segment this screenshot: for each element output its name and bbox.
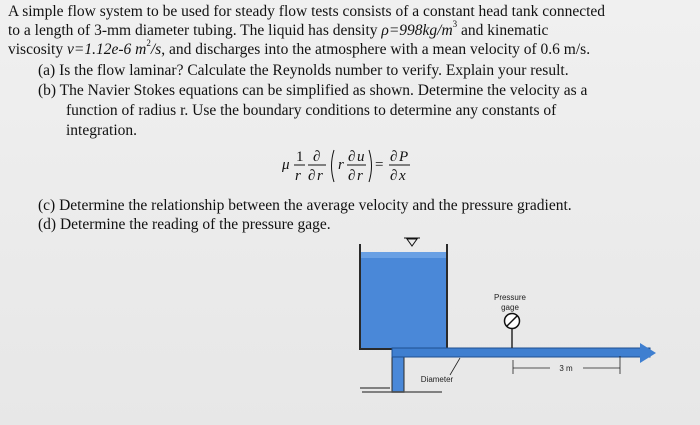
eq-frac2-den-r: r <box>317 168 323 184</box>
eq-right-paren <box>369 150 372 182</box>
eq-frac3-num-partial: ∂ <box>348 149 356 165</box>
question-b-line-3: integration. <box>66 122 138 139</box>
eq-frac4-num-P: P <box>399 149 409 165</box>
eq-frac4-num-partial: ∂ <box>390 149 398 165</box>
intro-line-1: A simple flow system to be used for steady flow tests consists of a constant head tank connected <box>8 3 606 20</box>
question-d: (d) Determine the reading of the pressure gage. <box>38 216 331 233</box>
diameter-leader-line <box>450 358 460 375</box>
question-c: (c) Determine the relationship between the average velocity and the pressure gradient. <box>38 197 572 214</box>
pressure-gage <box>505 314 520 349</box>
eq-frac1-den: r <box>295 168 301 184</box>
eq-equals: = <box>375 157 384 173</box>
pressure-label: Pressure <box>493 293 527 302</box>
intro-line-2-b: and kinematic <box>457 22 549 39</box>
eq-frac3-num-u: u <box>357 149 365 165</box>
problem-text-line-3 <box>8 37 591 59</box>
length-label: 3 m <box>559 364 573 373</box>
flow-system-diagram <box>340 230 660 420</box>
gage-label: gage <box>501 303 519 312</box>
question-b-line-2: function of radius r. Use the boundary conditions to determine any constants of <box>66 102 557 119</box>
viscosity-value: ν=1.12e-6 <box>67 41 132 58</box>
outflow-arrow <box>640 343 656 363</box>
problem-text-line-2 <box>8 18 549 40</box>
navier-stokes-equation <box>280 142 430 190</box>
density-exponent: 3 <box>452 18 458 29</box>
diameter-label: Diameter <box>420 375 454 384</box>
viscosity-unit-2: /s <box>150 41 162 58</box>
question-b-line-1: (b) The Navier Stokes equations can be simplified as shown. Determine the velocity as a <box>38 82 588 99</box>
problem-text-line-1 <box>8 2 605 21</box>
horizontal-tubing <box>392 348 650 357</box>
eq-frac3-den-r: r <box>357 168 363 184</box>
eq-frac2-den-partial: ∂ <box>308 168 316 184</box>
intro-line-2-a: to a length of 3-mm diameter tubing. The liquid has density <box>8 22 382 39</box>
eq-left-paren <box>332 150 335 182</box>
tank-water <box>361 252 446 348</box>
eq-mu: μ <box>282 157 290 173</box>
eq-frac4-den-partial: ∂ <box>390 168 398 184</box>
tank-water-surface-shade <box>361 252 446 258</box>
question-a: (a) Is the flow laminar? Calculate the Reynolds number to verify. Explain your result. <box>38 62 569 79</box>
viscosity-exponent: 2 <box>146 37 151 48</box>
viscosity-unit: m <box>135 41 147 58</box>
intro-line-3-a: viscosity <box>8 41 67 58</box>
eq-frac2-num: ∂ <box>313 149 321 165</box>
eq-frac3-den-partial: ∂ <box>348 168 356 184</box>
eq-frac1-num: 1 <box>296 149 304 165</box>
intro-line-3-b: , and discharges into the atmosphere with a mean velocity of 0.6 m/s. <box>161 41 591 58</box>
density-value: ρ=998 <box>381 22 423 39</box>
density-unit: kg/m <box>422 22 453 39</box>
eq-r: r <box>338 157 344 173</box>
eq-frac4-den-x: x <box>399 168 406 184</box>
free-surface-marker <box>404 238 420 246</box>
